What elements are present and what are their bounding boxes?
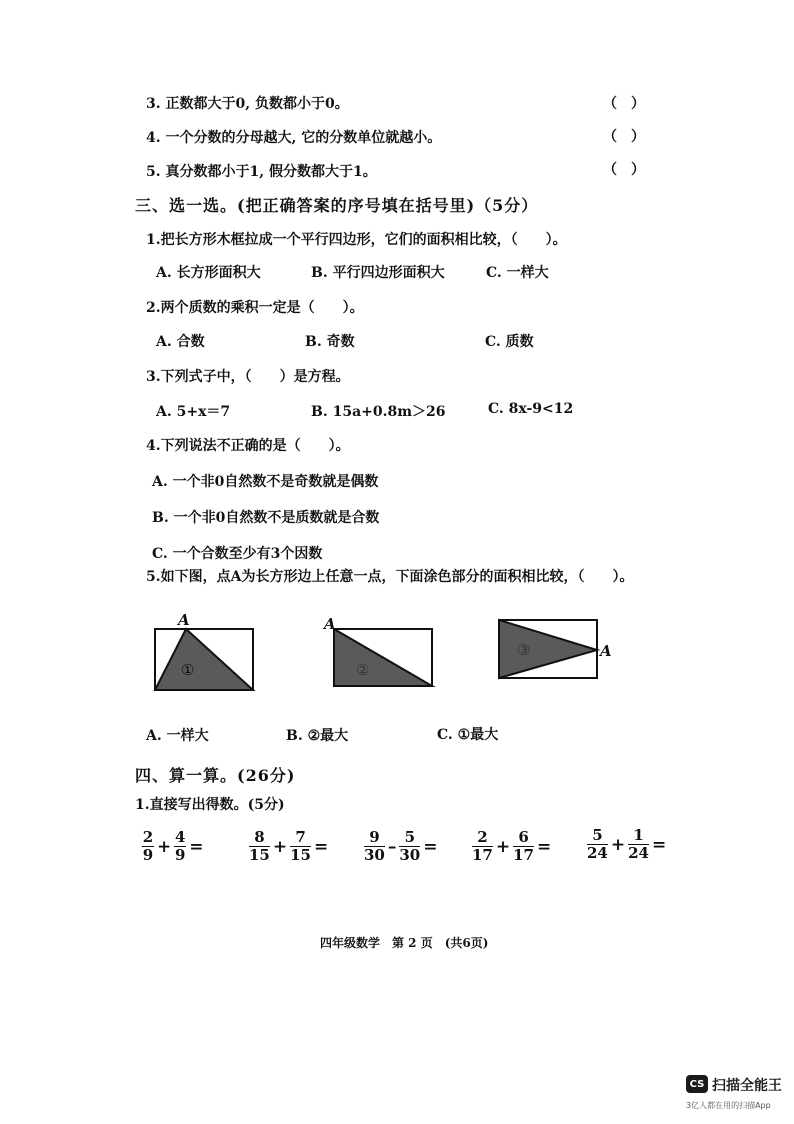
figure-2 bbox=[322, 615, 432, 686]
fraction: 2 17 bbox=[472, 828, 493, 864]
q1-option-a: A. 长方形面积大 bbox=[156, 265, 261, 281]
judge-item-4: 4. 一个分数的分母越大, 它的分数单位就越小。 bbox=[146, 130, 442, 146]
operator: + bbox=[157, 836, 172, 857]
figure-2-point-label: A bbox=[324, 615, 336, 633]
operator: – bbox=[387, 836, 397, 857]
q5-text: 5.如下图，点A为长方形边上任意一点，下面涂色部分的面积相比较，（ ）。 bbox=[146, 569, 634, 585]
equals: = bbox=[537, 836, 552, 857]
judge-paren-4: （ ） bbox=[603, 129, 645, 145]
operator: + bbox=[495, 836, 511, 857]
page-footer: 四年级数学 第 2 页 (共6页) bbox=[320, 936, 489, 950]
fraction: 9 30 bbox=[364, 828, 385, 864]
section3-title: 三、选一选。(把正确答案的序号填在括号里)（5分） bbox=[135, 196, 539, 215]
q1-text: 1.把长方形木框拉成一个平行四边形，它们的面积相比较，（ ）。 bbox=[146, 232, 567, 248]
fraction-expression-2 bbox=[247, 829, 329, 864]
q1-option-c: C. 一样大 bbox=[486, 265, 549, 281]
figure-1-point-label: A bbox=[178, 611, 190, 629]
q2-text: 2.两个质数的乘积一定是（ ）。 bbox=[146, 300, 364, 316]
judge-item-3: 3. 正数都大于0, 负数都小于0。 bbox=[146, 96, 349, 112]
fraction-expression-1 bbox=[140, 829, 205, 864]
fraction: 4 9 bbox=[175, 828, 186, 864]
judge-item-5: 5. 真分数都小于1, 假分数都大于1。 bbox=[146, 164, 377, 180]
fraction-expression-3 bbox=[362, 829, 439, 864]
figure-2-number: ② bbox=[356, 661, 370, 679]
q4-option-c: C. 一个合数至少有3个因数 bbox=[152, 546, 323, 562]
figure-1-shaded-triangle bbox=[155, 629, 253, 690]
q3-option-c: C. 8x-9<12 bbox=[488, 401, 574, 417]
operator: + bbox=[610, 834, 626, 855]
fraction-expression-4 bbox=[470, 829, 552, 864]
q2-option-c: C. 质数 bbox=[485, 334, 534, 350]
figure-3-point-label: A bbox=[600, 642, 612, 660]
figure-3-number: ③ bbox=[517, 641, 531, 659]
q4-option-b: B. 一个非0自然数不是质数就是合数 bbox=[152, 510, 380, 526]
fraction: 2 9 bbox=[142, 828, 154, 864]
q2-option-b: B. 奇数 bbox=[305, 334, 355, 350]
scanner-tagline: 3亿人都在用的扫描App bbox=[686, 1101, 771, 1110]
q5-option-b: B. ②最大 bbox=[286, 728, 349, 744]
operator: + bbox=[272, 836, 288, 857]
q1-option-b: B. 平行四边形面积大 bbox=[311, 265, 445, 281]
figure-3-shaded-triangle bbox=[499, 620, 597, 678]
fraction: 7 15 bbox=[290, 828, 311, 864]
figure-3 bbox=[499, 620, 612, 678]
equals: = bbox=[189, 836, 204, 857]
fraction: 1 24 bbox=[628, 826, 649, 862]
q4-option-a: A. 一个非0自然数不是奇数就是偶数 bbox=[152, 474, 379, 490]
equals: = bbox=[652, 834, 667, 855]
equals: = bbox=[314, 836, 329, 857]
q5-option-c: C. ①最大 bbox=[437, 727, 499, 743]
q5-option-a: A. 一样大 bbox=[146, 728, 209, 744]
fraction: 6 17 bbox=[513, 828, 534, 864]
q2-option-a: A. 合数 bbox=[156, 334, 205, 350]
scanner-app-name: 扫描全能王 bbox=[712, 1078, 782, 1094]
section4-sub1: 1.直接写出得数。(5分) bbox=[135, 797, 285, 813]
scanner-logo-icon: CS bbox=[686, 1075, 708, 1093]
figure-1-number: ① bbox=[181, 661, 195, 679]
q3-option-b: B. 15a+0.8m＞26 bbox=[311, 404, 446, 420]
figure-2-shaded-triangle bbox=[334, 629, 432, 686]
fraction: 5 24 bbox=[587, 826, 608, 862]
q4-text: 4.下列说法不正确的是（ ）。 bbox=[146, 438, 350, 454]
fraction-expression-5 bbox=[585, 827, 667, 862]
fraction: 8 15 bbox=[249, 828, 270, 864]
q3-text: 3.下列式子中，（ ）是方程。 bbox=[146, 369, 350, 385]
section4-title: 四、算一算。(26分) bbox=[135, 766, 296, 785]
judge-paren-3: （ ） bbox=[603, 96, 645, 112]
q5-figures bbox=[140, 605, 680, 705]
q3-option-a: A. 5+x＝7 bbox=[156, 404, 231, 420]
figure-1 bbox=[155, 611, 253, 690]
judge-paren-5: （ ） bbox=[603, 162, 645, 178]
fraction: 5 30 bbox=[399, 828, 421, 864]
equals: = bbox=[423, 836, 438, 857]
